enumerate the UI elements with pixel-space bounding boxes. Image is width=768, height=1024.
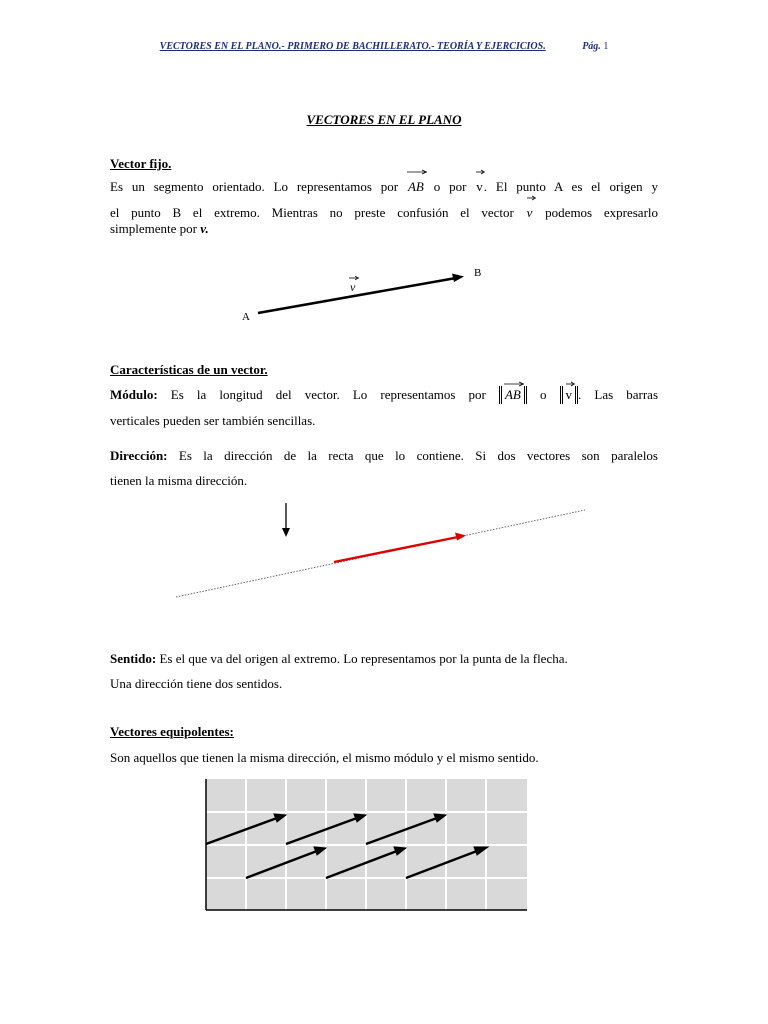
document-title: VECTORES EN EL PLANO xyxy=(306,112,462,127)
text: o xyxy=(539,387,547,402)
paragraph-line xyxy=(110,443,658,469)
header-title: VECTORES EN EL PLANO.- PRIMERO DE BACHILLERATO.- TEORÍA Y EJERCICIOS. xyxy=(159,41,546,52)
equipolent-vectors-grid xyxy=(205,778,529,912)
text: el punto B el extremo. Mientras no preste confusión el vector xyxy=(110,205,514,220)
paragraph-line xyxy=(110,646,658,672)
text: . El punto A es el origen y xyxy=(483,179,659,194)
term-direccion: Dirección: xyxy=(110,448,168,463)
label-a: A xyxy=(242,311,250,323)
page-header xyxy=(0,41,768,52)
vector-ab-symbol xyxy=(407,174,425,200)
paragraph-line: Son aquellos que tienen la misma dirección, el mismo módulo y el mismo sentido. xyxy=(110,750,539,765)
paragraph-line: tienen la misma dirección. xyxy=(110,473,248,488)
page-number: 1 xyxy=(603,41,609,52)
vector-arrow-icon xyxy=(475,169,485,175)
paragraph-line: verticales pueden ser también sencillas. xyxy=(110,413,316,428)
red-vector-arrowhead xyxy=(455,533,466,541)
vector-ab-text: AB xyxy=(407,179,424,194)
text: o por xyxy=(433,179,467,194)
text: Es la longitud del vector. Lo representamos por xyxy=(170,387,486,402)
paragraph-line xyxy=(110,382,658,408)
norm-ab xyxy=(499,386,527,404)
vector-arrow-icon xyxy=(565,381,575,387)
vector-ab-figure xyxy=(230,258,510,330)
text: Es un segmento orientado. Lo representamos por xyxy=(110,179,399,194)
norm-v xyxy=(560,386,579,404)
term-sentido: Sentido: xyxy=(110,651,157,666)
vector-v-text: v xyxy=(526,205,533,220)
vector-v-symbol xyxy=(565,386,574,404)
text: Es el que va del origen al extremo. Lo representamos por la punta de la flecha. xyxy=(159,651,568,666)
vector-ab-arrowhead xyxy=(452,274,464,283)
vector-v-symbol xyxy=(475,174,484,200)
page-number-label xyxy=(582,41,608,52)
label-b: B xyxy=(474,267,482,279)
red-vector-line xyxy=(334,537,458,562)
text: Es la dirección de la recta que lo contiene. Si dos vectores son paralelos xyxy=(178,448,658,463)
vector-ab-symbol xyxy=(504,386,522,404)
vertical-vector-arrowhead xyxy=(282,528,290,537)
text: simplemente por xyxy=(110,221,198,236)
vector-ab-text: AB xyxy=(504,387,521,402)
paragraph-line: Una dirección tiene dos sentidos. xyxy=(110,676,283,691)
text-bold: v. xyxy=(200,221,209,236)
vector-v-text: v xyxy=(565,387,573,402)
vector-arrow-icon xyxy=(504,381,524,387)
term-modulo: Módulo: xyxy=(110,387,158,402)
text: . Las barras xyxy=(578,387,659,402)
vector-arrow-icon xyxy=(407,169,427,175)
vector-arrow-icon xyxy=(526,195,536,201)
text: podemos expresarlo xyxy=(545,205,659,220)
paragraph-line xyxy=(110,174,658,200)
vector-ab-line xyxy=(258,278,456,313)
paragraph-line xyxy=(110,216,658,242)
section-heading-vector-fijo: Vector fijo. xyxy=(110,156,172,171)
vector-v-text: v xyxy=(476,179,483,194)
section-heading-caracteristicas: Características de un vector. xyxy=(110,362,268,377)
section-heading-equipolentes: Vectores equipolentes: xyxy=(110,724,234,739)
page-label: Pág. xyxy=(582,41,601,52)
label-v: v xyxy=(350,280,356,294)
direction-figure xyxy=(170,500,600,605)
